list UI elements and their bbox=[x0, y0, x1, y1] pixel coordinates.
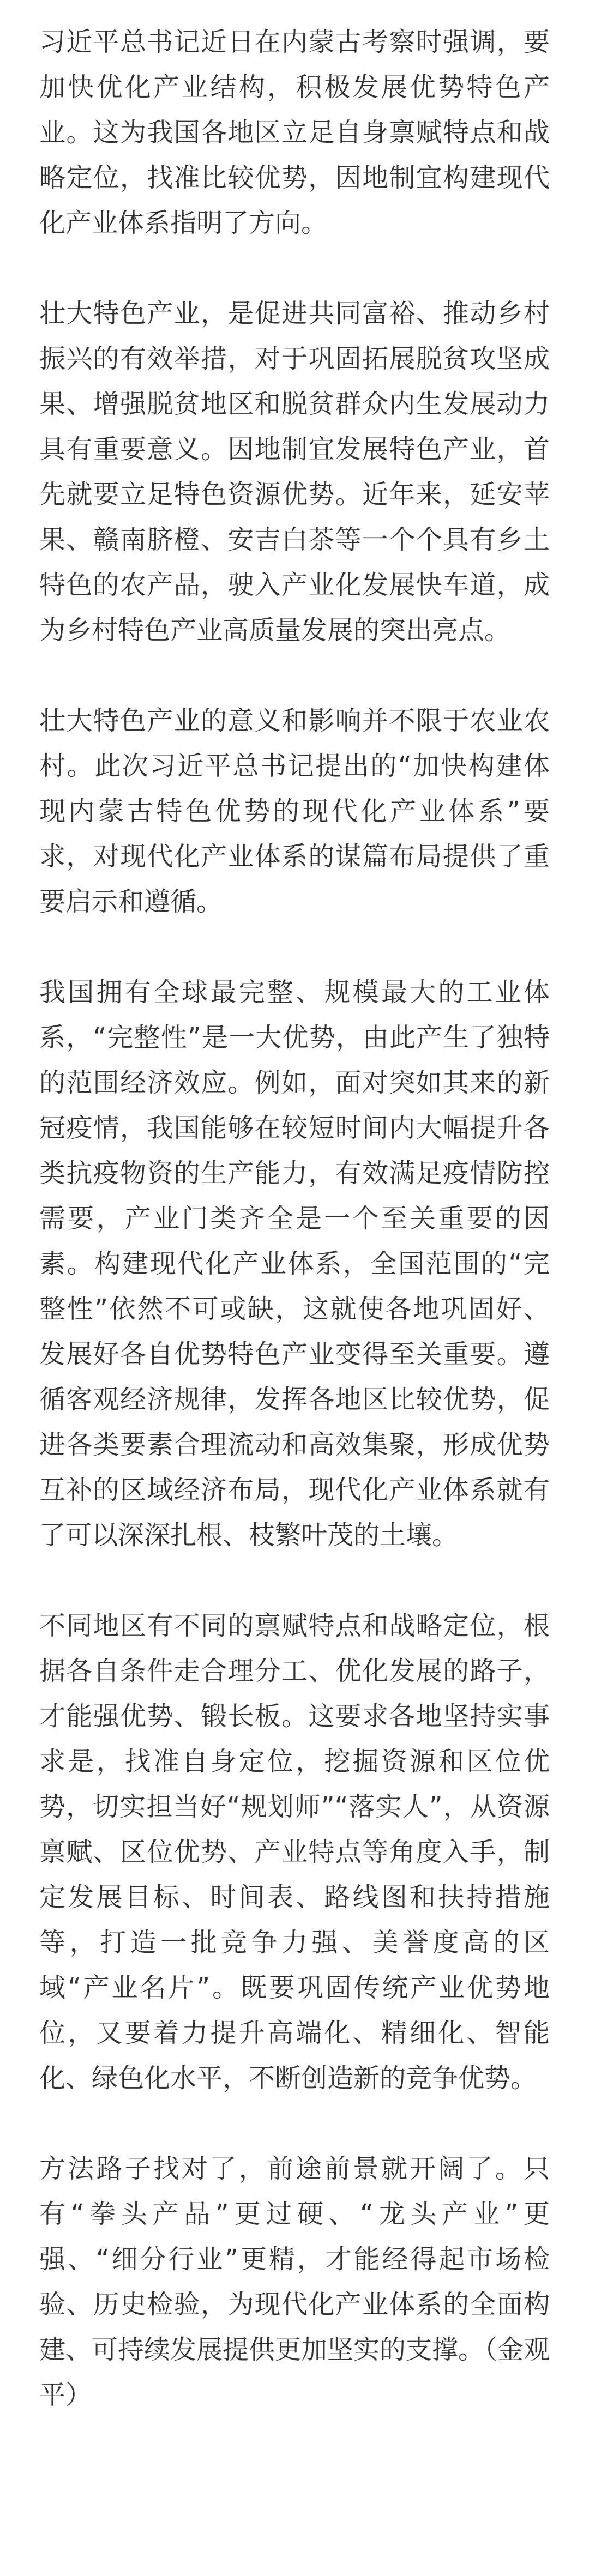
article-paragraph-1: 习近平总书记近日在内蒙古考察时强调，要加快优化产业结构，积极发展优势特色产业。这为我国各地区立足自身禀赋特点和战略定位，找准比较优势，因地制宜构建现代化产业体系指明了方向。 bbox=[39, 27, 550, 238]
article-paragraph-2: 壮大特色产业，是促进共同富裕、推动乡村振兴的有效举措，对于巩固拓展脱贫攻坚成果、增强脱贫地区和脱贫群众内生发展动力具有重要意义。因地制宜发展特色产业，首先就要立足特色资源优势。近年来，延安苹果、赣南脐橙、安吉白茶等一个个具有乡土特色的农产品，驶入产业化发展快车道，成为乡村特色产业高质量发展的突出亮点。 bbox=[39, 298, 550, 645]
article-paragraph-5: 不同地区有不同的禀赋特点和战略定位，根据各自条件走合理分工、优化发展的路子，才能强优势、锻长板。这要求各地坚持实事求是，找准自身定位，挖掘资源和区位优势，切实担当好“规划师”“落实人”，从资源禀赋、区位优势、产业特点等角度入手，制定发展目标、时间表、路线图和扶持措施等，打造一批竞争力强、美誉度高的区域“产业名片”。既要巩固传统产业优势地位，又要着力提升高端化、精细化、智能化、绿色化水平，不断创造新的竞争优势。 bbox=[39, 1610, 550, 2094]
article-paragraph-6: 方法路子找对了，前途前景就开阔了。只有“拳头产品”更过硬、“龙头产业”更强、“细分行业”更精，才能经得起市场检验、历史检验，为现代化产业体系的全面构建、可持续发展提供更加坚实的支撑。（金观平） bbox=[39, 2153, 550, 2410]
article-paragraph-4: 我国拥有全球最完整、规模最大的工业体系，“完整性”是一大优势，由此产生了独特的范围经济效应。例如，面对突如其来的新冠疫情，我国能够在较短时间内大幅提升各类抗疫物资的生产能力，有效满足疫情防控需要，产业门类齐全是一个至关重要的因素。构建现代化产业体系，全国范围的“完整性”依然不可或缺，这就使各地巩固好、发展好各自优势特色产业变得至关重要。遵循客观经济规律，发挥各地区比较优势，促进各类要素合理流动和高效集聚，形成优势互补的区域经济布局，现代化产业体系就有了可以深深扎根、枝繁叶茂的土壤。 bbox=[39, 977, 550, 1551]
article-paragraph-3: 壮大特色产业的意义和影响并不限于农业农村。此次习近平总书记提出的“加快构建体现内蒙古特色优势的现代化产业体系”要求，对现代化产业体系的谋篇布局提供了重要启示和遵循。 bbox=[39, 705, 550, 917]
